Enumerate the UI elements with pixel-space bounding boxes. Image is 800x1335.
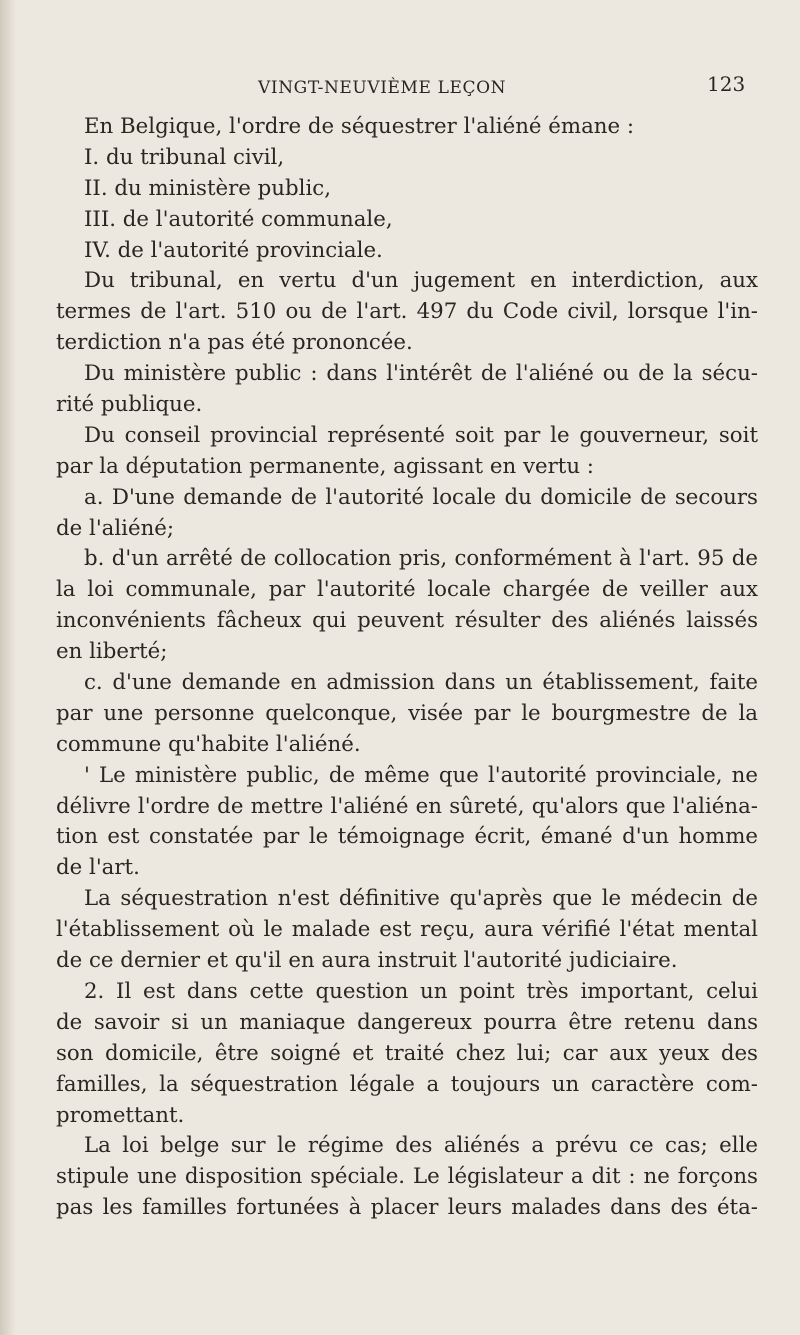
text-line: Du ministère public : dans l'intérêt de l'aliéné ou de la sécu-	[84, 361, 758, 387]
text-line: commune qu'habite l'aliéné.	[56, 731, 361, 757]
text-line: tion est constatée par le témoignage écrit, émané d'un homme	[56, 824, 758, 850]
text-line: son domicile, être soigné et traité chez lui; car aux yeux des	[56, 1040, 758, 1066]
text-line: familles, la séquestration légale a toujours un caractère com-	[56, 1071, 758, 1097]
running-head	[0, 72, 800, 102]
text-line: termes de l'art. 510 ou de l'art. 497 du Code civil, lorsque l'in-	[56, 299, 758, 325]
text-line: b. d'un arrêté de collocation pris, conformément à l'art. 95 de	[84, 546, 758, 572]
text-line: Du tribunal, en vertu d'un jugement en interdiction, aux	[84, 268, 758, 294]
text-line: La séquestration n'est définitive qu'après que le médecin de	[84, 886, 758, 912]
text-line: de ce dernier et qu'il en aura instruit l'autorité judiciaire.	[56, 948, 678, 974]
text-line: La loi belge sur le régime des aliénés a prévu ce cas; elle	[84, 1133, 758, 1159]
page-number: 123	[707, 72, 746, 96]
text-line: pas les familles fortunées à placer leurs malades dans des éta-	[56, 1195, 758, 1221]
text-line: par une personne quelconque, visée par le bourgmestre de la	[56, 700, 758, 726]
running-title: VINGT-NEUVIÈME LEÇON	[258, 78, 507, 98]
text-line: promettant.	[56, 1102, 185, 1128]
text-line: l'établissement où le malade est reçu, aura vérifié l'état mental	[56, 917, 758, 943]
text-line: Du conseil provincial représenté soit par le gouverneur, soit	[84, 422, 758, 448]
text-line: inconvénients fâcheux qui peuvent résulter des aliénés laissés	[56, 608, 758, 634]
text-line: ' Le ministère public, de même que l'autorité provinciale, ne	[84, 762, 758, 788]
text-line: terdiction n'a pas été prononcée.	[56, 330, 413, 356]
text-line: en liberté;	[56, 639, 168, 665]
text-line: En Belgique, l'ordre de séquestrer l'aliéné émane :	[84, 114, 635, 139]
text-line: de l'aliéné;	[56, 515, 175, 541]
text-line: II. du ministère public,	[84, 175, 331, 201]
text-line: I. du tribunal civil,	[84, 144, 285, 170]
text-line: a. D'une demande de l'autorité locale du domicile de secours	[84, 484, 758, 510]
text-line: c. d'une demande en admission dans un établissement, faite	[84, 670, 758, 696]
text-line: de savoir si un maniaque dangereux pourra être retenu dans	[56, 1009, 758, 1035]
body-text	[56, 112, 758, 1224]
text-line: rité publique.	[56, 392, 203, 418]
text-line: 2. Il est dans cette question un point très important, celui	[84, 978, 758, 1004]
text-line: IV. de l'autorité provinciale.	[84, 237, 383, 263]
text-line: la loi communale, par l'autorité locale chargée de veiller aux	[56, 577, 758, 603]
text-line: III. de l'autorité communale,	[84, 206, 393, 232]
text-line: par la députation permanente, agissant en vertu :	[56, 453, 594, 479]
text-line: stipule une disposition spéciale. Le législateur a dit : ne forçons	[56, 1164, 758, 1190]
text-line: délivre l'ordre de mettre l'aliéné en sûreté, qu'alors que l'aliéna-	[56, 793, 758, 819]
text-line: de l'art.	[56, 855, 140, 881]
